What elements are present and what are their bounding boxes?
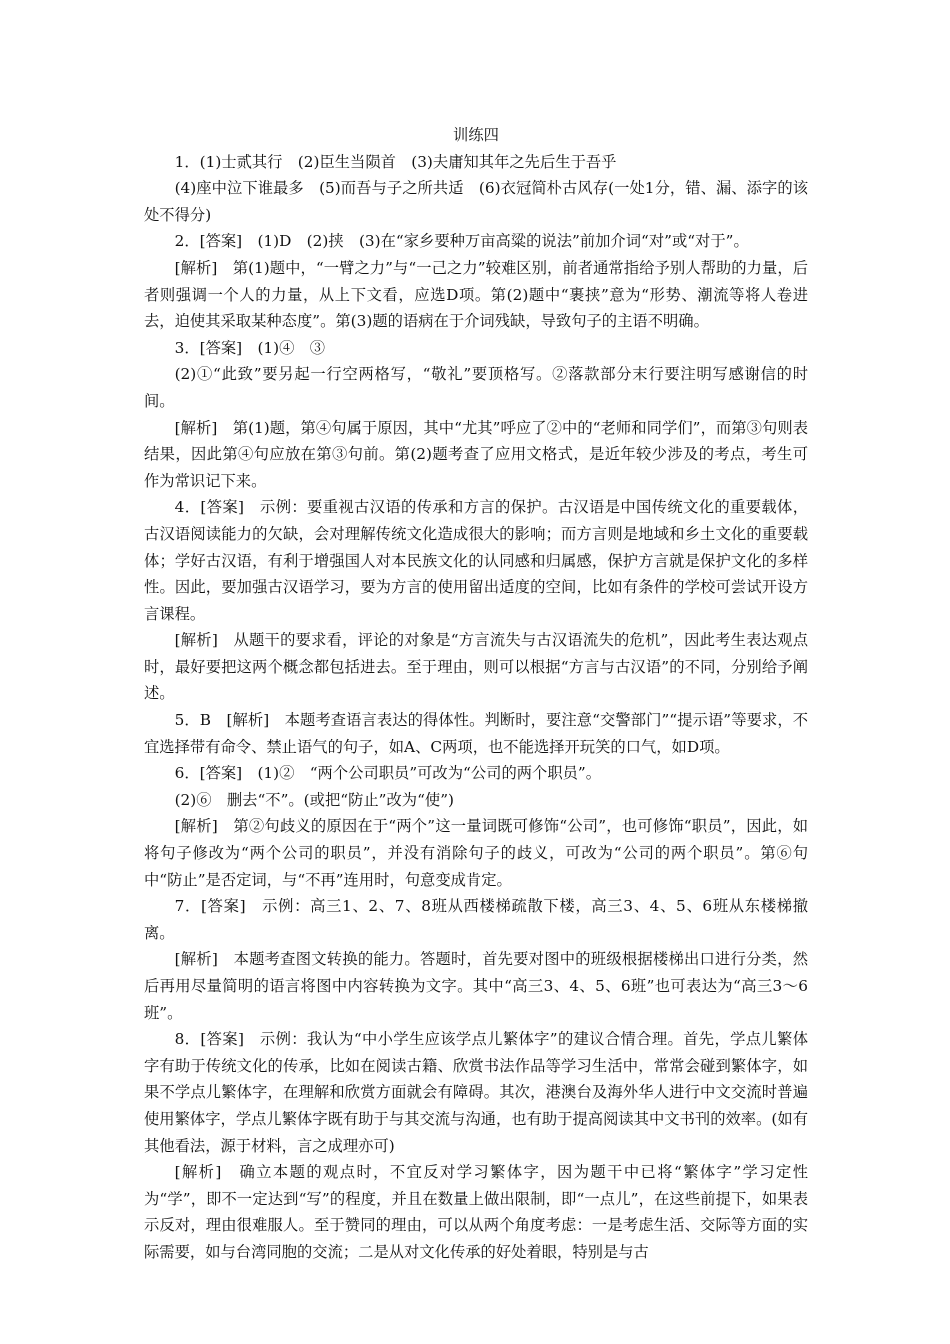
paragraph: 7．[答案] 示例：高三1、2、7、8班从西楼梯疏散下楼，高三3、4、5、6班从东楼梯撤离。 bbox=[144, 897, 808, 942]
paragraph: [解析] 第(1)题中，“一臂之力”与“一己之力”较难区别，前者通常指给予别人帮助的力量，后者则强调一个人的力量，从上下文看，应选D项。第(2)题中“裹挟”意为“形势、潮流等将人卷进去，迫使其采取某种态度”。第(3)题的语病在于介词残缺，导致句子的主语不明确。 bbox=[144, 258, 808, 331]
answer-document bbox=[144, 122, 808, 1266]
paragraph: 6．[答案] (1)② “两个公司职员”可改为“公司的两个职员”。 bbox=[174, 764, 602, 783]
paragraph: [解析] 第(1)题，第④句属于原因，其中“尤其”呼应了②中的“老师和同学们”，而第③句则表结果，因此第④句应放在第③句前。第(2)题考查了应用文格式，是近年较少涉及的考点，考生可作为常识记下来。 bbox=[144, 418, 808, 490]
paragraph: [解析] 从题干的要求看，评论的对象是“方言流失与古汉语流失的危机”，因此考生表达观点时，最好要把这两个概念都包括进去。至于理由，则可以根据“方言与古汉语”的不同，分别给予阐述。 bbox=[144, 631, 808, 703]
paragraph: [解析] 第②句歧义的原因在于“两个”这一量词既可修饰“公司”，也可修饰“职员”，因此，如将句子修改为“两个公司的职员”，并没有消除句子的歧义，可改为“公司的两个职员”。第⑥句中“防止”是否定词，与“不再”连用时，句意变成肯定。 bbox=[144, 817, 808, 889]
paragraph: (2)⑥ 删去“不”。(或把“防止”改为“使”) bbox=[174, 790, 454, 809]
paragraph: 5．B [解析] 本题考查语言表达的得体性。判断时，要注意“交警部门”“提示语”等要求，不宜选择带有命令、禁止语气的句子，如A、C两项，也不能选择开玩笑的口气，如D项。 bbox=[144, 711, 808, 756]
document-title: 训练四 bbox=[453, 126, 499, 144]
paragraph: (4)座中泣下谁最多 (5)而吾与子之所共适 (6)衣冠简朴古风存(一处1分，错、漏、添字的该处不得分) bbox=[144, 179, 808, 224]
paragraph: (2)①“此致”要另起一行空两格写，“敬礼”要顶格写。②落款部分末行要注明写感谢信的时间。 bbox=[144, 365, 808, 410]
paragraph: [解析] 本题考查图文转换的能力。答题时，首先要对图中的班级根据楼梯出口进行分类，然后再用尽量简明的语言将图中内容转换为文字。其中“高三3、4、5、6班”也可表达为“高三3～6班”。 bbox=[144, 950, 808, 1022]
paragraph: 2．[答案] (1)D (2)挟 (3)在“家乡要种万亩高粱的说法”前加介词“对”或“对于”。 bbox=[174, 232, 749, 251]
paragraph: 1．(1)士贰其行 (2)臣生当陨首 (3)夫庸知其年之先后生于吾乎 bbox=[174, 152, 617, 171]
paragraph: 8．[答案] 示例：我认为“中小学生应该学点儿繁体字”的建议合情合理。首先，学点儿繁体字有助于传统文化的传承，比如在阅读古籍、欣赏书法作品等学习生活中，常常会碰到繁体字，如果不学点儿繁体字，在理解和欣赏方面就会有障碍。其次，港澳台及海外华人进行中文交流时普遍使用繁体字，学点儿繁体字既有助于与其交流与沟通，也有助于提高阅读其中文书刊的效率。(如有其他看法，源于材料，言之成理亦可) bbox=[144, 1030, 808, 1155]
paragraph: 3．[答案] (1)④ ③ bbox=[174, 338, 326, 357]
paragraph: [解析] 确立本题的观点时，不宜反对学习繁体字，因为题干中已将“繁体字”学习定性为“学”，即不一定达到“写”的程度，并且在数量上做出限制，即“一点儿”，在这些前提下，如果表示反对，理由很难服人。至于赞同的理由，可以从两个角度考虑：一是考虑生活、交际等方面的实际需要，如与台湾同胞的交流；二是从对文化传承的好处着眼，特别是与古 bbox=[144, 1163, 808, 1261]
paragraph: 4．[答案] 示例：要重视古汉语的传承和方言的保护。古汉语是中国传统文化的重要载体，古汉语阅读能力的欠缺，会对理解传统文化造成很大的影响；而方言则是地域和乡土文化的重要载体；学好古汉语，有利于增强国人对本民族文化的认同感和归属感，保护方言就是保护文化的多样性。因此，要加强古汉语学习，要为方言的使用留出适度的空间，比如有条件的学校可尝试开设方言课程。 bbox=[144, 498, 808, 623]
